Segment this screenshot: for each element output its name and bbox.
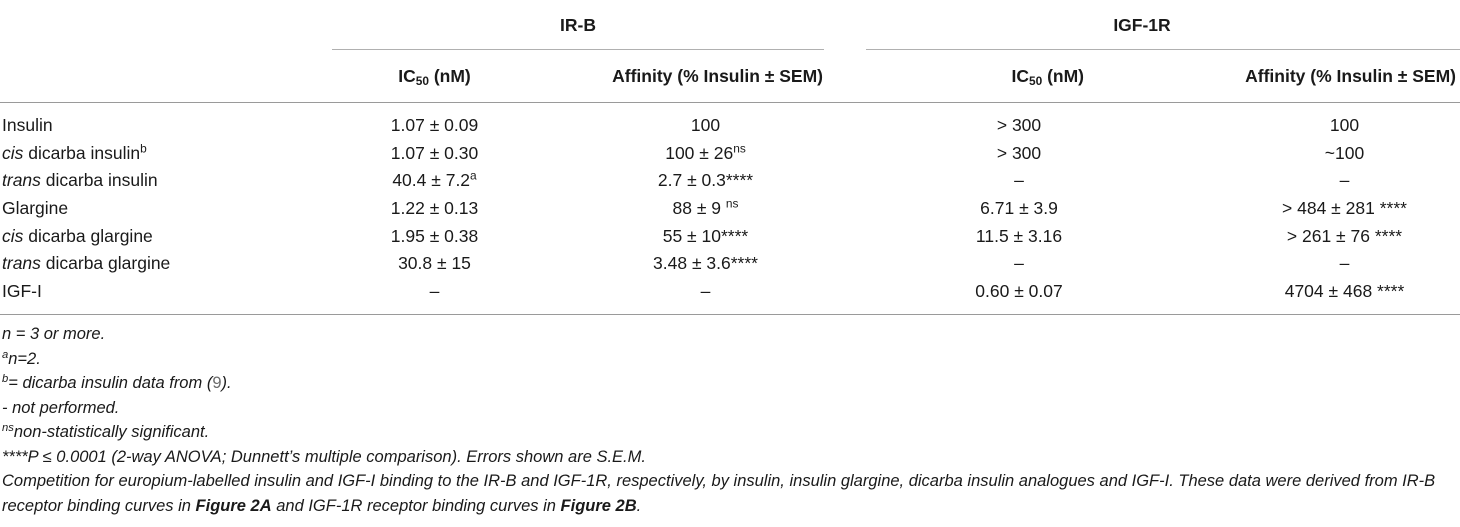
igf1r-affinity-cell: – — [1339, 170, 1350, 191]
column-header-row — [0, 50, 1460, 103]
igf1r-ic50-cell: 11.5 ± 3.16 — [975, 225, 1063, 246]
table-row — [0, 140, 1460, 168]
irb-ic50-cell: 1.22 ± 0.13 — [390, 198, 479, 219]
igf1r-ic50-cell: > 300 — [996, 115, 1042, 136]
igf1r-affinity-cell: > 261 ± 76 **** — [1286, 225, 1403, 246]
row-name: IGF-I — [2, 280, 42, 301]
table-row — [0, 167, 1460, 195]
igf1r-ic50-cell: > 300 — [996, 142, 1042, 163]
igf1r-ic50-cell: – — [1014, 253, 1024, 274]
footnote-not-performed: - not performed. — [2, 398, 120, 417]
row-name: Insulin — [2, 115, 53, 136]
footnote-p-value: ****P ≤ 0.0001 (2-way ANOVA; Dunnett’s multiple comparison). Errors shown are S.E.M. — [2, 447, 646, 466]
row-name: trans dicarba glargine — [2, 253, 171, 274]
igf1r-affinity-cell: – — [1339, 253, 1350, 274]
row-name: trans dicarba insulin — [2, 170, 158, 191]
irb-ic50-header: $IC_{50}$ (nM) — [398, 65, 471, 88]
igf1r-affinity-cell: ~100 — [1324, 142, 1365, 163]
igf1r-ic50-header: $IC_{50}$ (nM) — [1011, 65, 1084, 88]
irb-affinity-cell: 100 — [690, 115, 721, 136]
irb-ic50-cell: 1.07 ± 0.09 — [390, 115, 479, 136]
igf1r-group-rule — [866, 49, 1460, 50]
irb-affinity-cell: 2.7 ± 0.3**** — [657, 170, 754, 191]
igf1r-affinity-cell: 100 — [1329, 115, 1360, 136]
irb-ic50-cell: – — [429, 280, 440, 301]
irb-affinity-cell: $100 \pm 26^{ns}$ — [665, 141, 746, 163]
row-name: cis dicarba glargine — [2, 225, 153, 246]
irb-affinity-cell: – — [700, 280, 711, 301]
table-caption: Competition for europium-labelled insulin and IGF-I binding to the IR-B and IGF-1R, respectively, by insulin, insulin glargine, dicarba insulin analogues and IGF-I. These data were derived from IR-B receptor binding curves in Figure 2A and IGF-1R receptor binding curves in Figure 2B. — [2, 472, 1436, 515]
igf1r-affinity-header: Affinity (% Insulin ± SEM) — [1245, 65, 1456, 86]
igf1r-ic50-cell: 0.60 ± 0.07 — [975, 280, 1063, 301]
group-header-igf1r: IGF-1R — [1113, 14, 1171, 35]
table-row — [0, 278, 1460, 306]
irb-ic50-cell: 1.95 ± 0.38 — [390, 225, 479, 246]
name-column-header — [0, 50, 332, 103]
igf1r-ic50-cell: – — [1014, 170, 1024, 191]
irb-ic50-cell: 1.07 ± 0.30 — [390, 142, 479, 163]
table-row — [0, 195, 1460, 223]
footnote-b: $^b$= dicarba insulin data from (9). — [2, 372, 232, 392]
figure-2a-link[interactable]: Figure 2A — [195, 496, 272, 515]
footnote-n: n = 3 or more. — [2, 325, 106, 343]
table-footnotes — [2, 322, 1458, 518]
irb-ic50-cell: 40.4 ± 7.2$^a$ — [392, 168, 477, 191]
group-header-irb: IR-B — [560, 14, 596, 35]
group-header-row — [0, 0, 1460, 50]
corner-cell — [0, 0, 332, 50]
footnote-a: $^a$n=2. — [2, 348, 41, 368]
irb-affinity-cell: 55 ± 10**** — [662, 225, 749, 246]
igf1r-affinity-cell: > 484 ± 281 **** — [1282, 198, 1407, 219]
reference-link[interactable]: 9 — [212, 374, 222, 392]
irb-affinity-cell: 88 ± 9 $^{ns}$ — [672, 196, 739, 219]
irb-affinity-cell: 3.48 ± 3.6**** — [653, 253, 758, 274]
table-row — [0, 112, 1460, 140]
footnote-ns: $^{ns}$non-statistically significant. — [2, 421, 210, 441]
igf1r-affinity-cell: 4704 ± 468 **** — [1284, 280, 1405, 301]
row-name: Glargine — [2, 198, 69, 219]
row-name: cis dicarba insulin$^b$ — [2, 141, 147, 163]
igf1r-ic50-cell: 6.71 ± 3.9 — [980, 198, 1058, 219]
irb-ic50-cell: 30.8 ± 15 — [398, 253, 471, 274]
table-row — [0, 250, 1460, 278]
irb-group-rule — [332, 49, 824, 50]
figure-2b-link[interactable]: Figure 2B — [560, 496, 637, 515]
irb-affinity-header: Affinity (% Insulin ± SEM) — [612, 65, 823, 86]
table-row — [0, 222, 1460, 250]
